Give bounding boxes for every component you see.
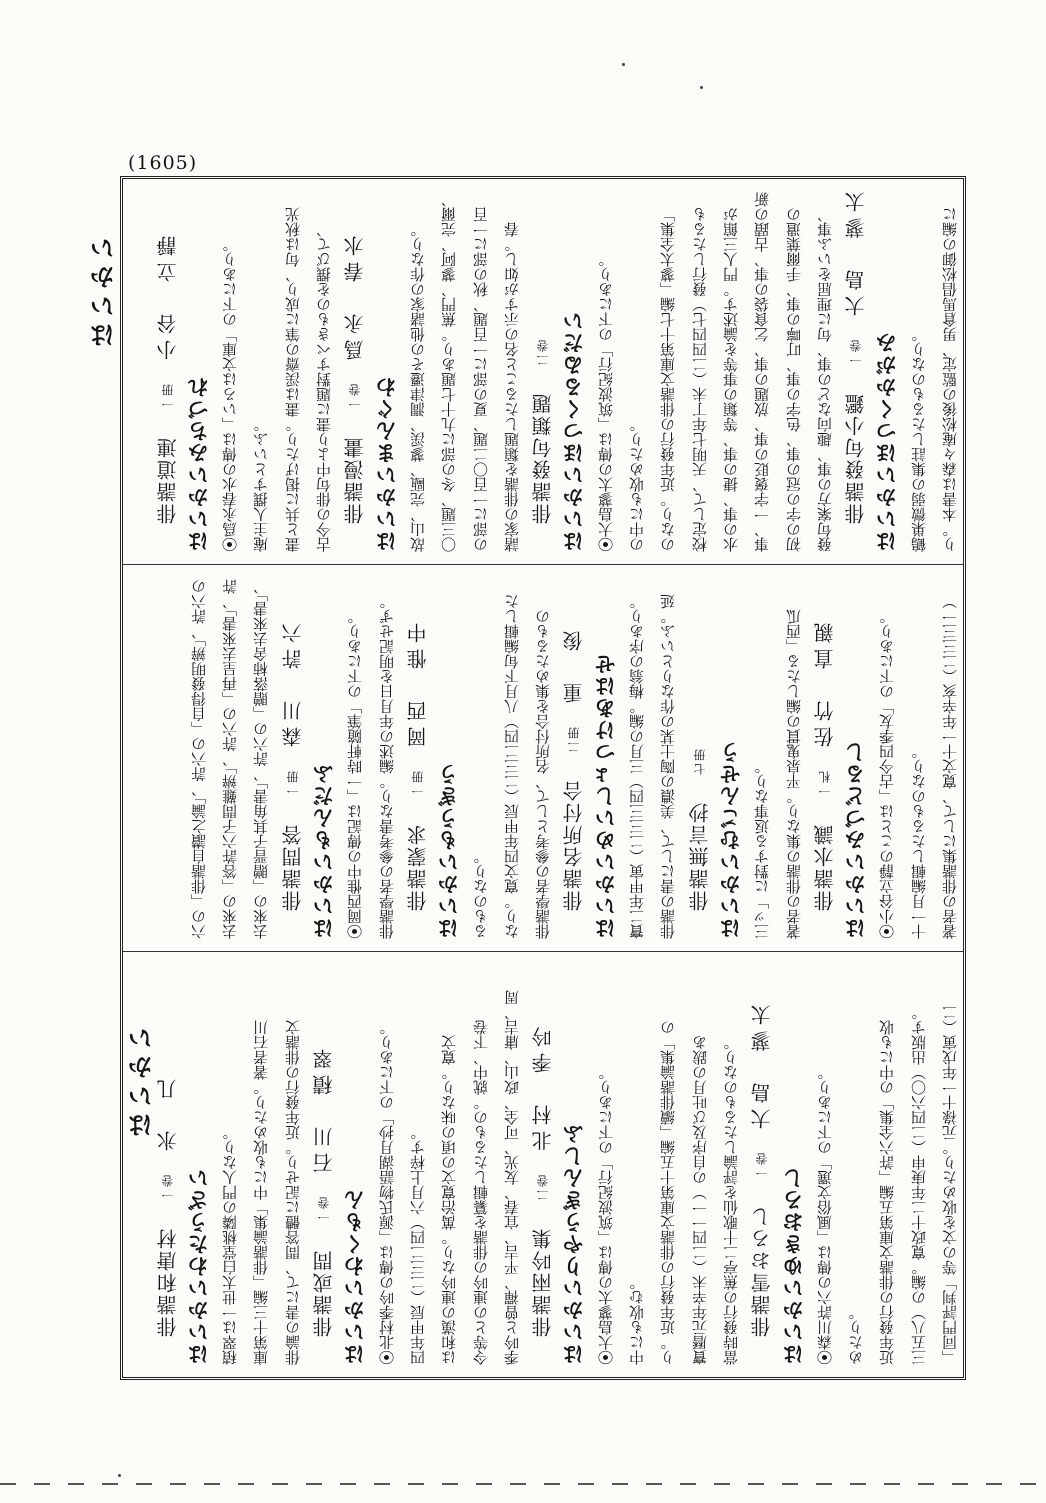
- entry-text-line: り。近年發行の俳諧文庫第十五編「續俳諧論集」の: [659, 1020, 678, 1365]
- entry-title: 俳諧名所付合: [562, 779, 587, 911]
- entry-title-line: [810, 565, 840, 951]
- entry-text-line: は和漢の連吟なり。萬治寛文の頃の味なり。寛文: [440, 1035, 459, 1365]
- entry-text-line: 畫と共に掲げたり。畫は渓齋の筆に成り、句は秋光: [283, 207, 302, 552]
- entry-text-line: 「同門評判」等の文を收めたり。元祿十一年戊寅（二: [941, 1005, 959, 1365]
- entry-text-line: 六の「俳諧自讃之論」、許六の「自得發明辨」、許六の: [189, 579, 208, 939]
- entry-author: 大島 蓼太: [750, 999, 775, 1129]
- volume-count: 一巻: [160, 1173, 175, 1201]
- entry-text-line: 寶二年甲寅（二三三四）三月の編。梅翁の序あり。: [628, 594, 646, 939]
- side-label-top: はいかい: [89, 232, 118, 348]
- entry-text-line: ⦿森川許六の傳は「風俗文選」の下にあり。: [815, 1064, 834, 1365]
- entry-text-line: 庵主人撰すといふ。: [252, 417, 271, 552]
- entry-text-line: 季吟と曾禪、平吉、宜春、友光、可全、政山、庸吉、周: [502, 990, 521, 1365]
- entry-band-bottom: [123, 951, 963, 1377]
- entry-heading: はいかいゆきおろし: [781, 1167, 806, 1365]
- entry-text-line: ⦿大島蓼太の傳は「筑波紀行」の下にあり。: [596, 251, 615, 552]
- entry-text-line: 事、一字褒貶の事、放題の事、乞食袋の事、古蹟の新: [753, 192, 772, 552]
- entry-title: 俳諧水識: [812, 823, 837, 911]
- scan-speck: [700, 86, 703, 89]
- entry-heading: はいかいほつくかがみ: [875, 332, 900, 552]
- entry-heading: はいかいりやうぎんしふ: [562, 1123, 587, 1365]
- entry-heading: はいかいわくもん: [343, 1189, 368, 1365]
- entry-title-line: [559, 565, 589, 951]
- entry-author: 森川 許六: [280, 617, 305, 747]
- entry-text-line: のなり。近年發行の俳諧文庫第十七編「蓼太全集」: [659, 207, 678, 552]
- entry-heading: はいかいもうぎう: [437, 763, 462, 939]
- entry-text-line: 令等との連吟の俳諧を纂輯したるもの。就中、下卷: [471, 1020, 490, 1365]
- entry-text-line: 俳諧の書にして、美濃の陶士某の作なりといふ。延: [659, 594, 678, 939]
- entry-text-line: 十一月編輯したるものなり。: [909, 744, 928, 939]
- entry-text-line: 故山、完甌、蓼渓、澗津遷その他諸家の作なり。: [408, 222, 427, 552]
- entry-heading: はいかいむごんせう: [718, 741, 743, 939]
- entry-title-line: [528, 179, 558, 564]
- entry-text-line: ⦿北村季吟の傳は「源氏物語湖月抄」の下にあり。: [377, 1019, 396, 1365]
- entry-text-line: 古今の俳句中より畫に題對すべきものを撰びて、: [315, 222, 333, 552]
- entry-author: 爲永 春水: [343, 230, 368, 360]
- entry-text-line: ⦿爲永春水の傳は「いろは文庫」の下にあり。: [221, 236, 240, 552]
- entry-text-line: 著者の俳諧集にして、寛文十一年辛亥（二三三一）: [941, 594, 959, 939]
- entry-text-line: 水の事、捷の事、等類の事等を論述す。門人三館が: [721, 207, 740, 552]
- entry-title: 俳諧問答: [280, 823, 305, 911]
- entry-text-line: ⦿岡西惟中の傳記は「一時軒隨筆」の下にあり。: [346, 608, 365, 939]
- entry-title-line: [153, 179, 183, 564]
- entry-heading: はいかいみちづれ: [186, 376, 211, 552]
- entry-author: 小谷 立靜: [155, 230, 180, 360]
- entry-text-line: 諸家の俳諧を類題したること名の示すが如し。春: [502, 222, 521, 552]
- entry-author: 石川 積翠: [312, 1043, 336, 1173]
- entry-title-line: [403, 565, 433, 951]
- volume-count: 二巻: [536, 338, 551, 366]
- entry-text-line: 庫第十三編「俳諧論集」中にも收めたり。著者石川: [252, 1020, 271, 1365]
- entry-title-line: [278, 565, 308, 951]
- volume-count: 七册: [692, 747, 707, 775]
- entry-text-line: ⦿小谷立靜のことは「古今四季友」の下にあり。: [878, 608, 897, 939]
- entry-band-middle: [123, 564, 963, 951]
- entry-text-line: 俳諧學者の參考として、名所付合を集めたるもの: [534, 609, 553, 939]
- entry-title: 俳諧漫畫: [343, 436, 368, 524]
- entry-author: 重 俊: [562, 625, 587, 703]
- entry-text-line: 發句案方の事、趣向などの事、句に理屈をいふ事、: [815, 207, 834, 552]
- entry-title-line: [309, 952, 339, 1377]
- entry-band-top: [123, 179, 963, 564]
- entry-text-line: り。本書は森々庵松後の監定、男倉馬倡松御の編に: [941, 207, 959, 552]
- entry-title: 俳諧蒙求: [405, 823, 430, 911]
- entry-text-line: なり。寛文四年甲辰（二三二四）八月下旬編輯した: [502, 594, 521, 939]
- volume-count: 一札: [817, 769, 832, 797]
- entry-author: 氷 几: [155, 1073, 180, 1151]
- entry-text-line: 中にも收む。: [628, 1275, 646, 1365]
- volume-count: 一巻: [755, 1151, 770, 1179]
- entry-heading: はいかいわたうざい: [186, 1167, 211, 1365]
- volume-count: 一巻: [849, 338, 864, 366]
- entry-title-line: [685, 565, 715, 951]
- volume-count: 一册: [410, 769, 425, 797]
- entry-text-line: の中にも收めたり。: [628, 417, 646, 552]
- entry-heading: はいかいみづどるし: [844, 741, 869, 939]
- entry-text-line: 積翠は一世太白堂桃隣の門人なり。: [221, 1125, 240, 1365]
- entry-author: 北村 季吟: [531, 1021, 556, 1151]
- entry-heading: はいかいめいしょつけあはせ: [593, 653, 618, 939]
- entry-title: 俳諧或問: [312, 1249, 336, 1337]
- dictionary-page-frame: [120, 176, 966, 1380]
- entry-text-line: 四年甲辰（二三二四）六月上梓す。: [408, 1125, 427, 1365]
- entry-title-line: [747, 952, 777, 1377]
- entry-title: 俳諧無言抄: [687, 801, 712, 911]
- entry-text-line: 鶴巣微弱の集註したるものなり。: [909, 327, 928, 552]
- entry-text-line: 俳論の書にて、問答體に記せり。近年發行の俳諧文: [283, 1020, 302, 1365]
- entry-author: 岡西 惟中: [405, 617, 430, 747]
- entry-text-line: 〇三題、冬の部に九十七題あり。蕉門、蓼阿、完爾、: [440, 192, 459, 552]
- entry-text-line: 當時發行の蕉亭二十歌仙を評論したるものなり。: [721, 1035, 740, 1365]
- volume-count: 二册: [567, 725, 582, 753]
- page-number: (1605): [128, 152, 198, 174]
- entry-heading: はいかいもんだふ: [312, 763, 336, 939]
- entry-text-line: 近年發行の俳諧文庫第五編「許六全集」の中にも收: [878, 1020, 897, 1365]
- entry-text-line: 初の字の冠の事、色字の事、叮嚀の事、手爾葉遣の: [784, 207, 803, 552]
- side-label-bottom: はいかい: [127, 1022, 156, 1138]
- page-bottom-rule: [0, 1483, 1046, 1485]
- volume-count: 一册: [285, 769, 300, 797]
- entry-title-line: [528, 952, 558, 1377]
- entry-text-line: ⦿大島蓼太の傳は「筑波紀行」の下にあり。: [596, 1064, 615, 1365]
- entry-title: 俳諧和唐材: [155, 1227, 180, 1337]
- entry-title: 俳諧發句類題: [531, 392, 556, 524]
- scan-speck: [622, 63, 625, 66]
- entry-title: 俳諧雪おろし: [750, 1205, 775, 1337]
- entry-author: 大島 蓼太: [844, 186, 869, 316]
- entry-title: 俳諧發句小鑑: [844, 392, 869, 524]
- entry-text-line: 俳諧學者の參考書なり。編述の年月日を明記せず。: [377, 594, 396, 939]
- entry-text-line: 著者の俳諧の集なり。平泉鬼貫の編したる「西瓜: [784, 609, 803, 939]
- entry-text-line: 去來の「贈晋子其角書」、許六の「贈落柿舍去來書」、: [252, 579, 271, 939]
- entry-heading: はいかいほつくるゐだい: [562, 310, 587, 552]
- entry-heading: はいかいまんぐわ: [374, 376, 399, 552]
- volume-count: 一册: [160, 382, 175, 410]
- entry-text-line: の部に一百〇二題、夏の部に一百題、秋の部に一百: [471, 207, 490, 552]
- entry-text-line: めたり。: [847, 1305, 866, 1365]
- volume-count: 一巻: [348, 382, 363, 410]
- entry-title-line: [340, 179, 370, 564]
- entry-text-line: 去來の「答許六子問難辨」、許六の「再呈去來書」、許: [221, 579, 240, 939]
- entry-text-line: 校定して、天明七年丁未（二四四七）發行したるも: [690, 207, 709, 552]
- entry-title: 俳諧兩吟集: [531, 1227, 556, 1337]
- entry-author: 佐竹 直親: [812, 617, 837, 747]
- entry-title-line: [841, 179, 871, 564]
- entry-text-line: 寶曆元年辛未（二四一一）の自序及び吐月の跋あ: [690, 1035, 709, 1365]
- entry-text-line: 三五八）の編。寛政十二年庚申（二四六〇）出版す。: [909, 1005, 928, 1365]
- volume-count: 一巻: [317, 1195, 331, 1223]
- scan-speck: [118, 1474, 121, 1477]
- entry-title: 俳諧道連: [155, 436, 180, 524]
- entry-text-line: るものなり。: [471, 849, 490, 939]
- entry-text-line: 三ッ」に對する返事なり。: [753, 759, 772, 939]
- volume-count: 二巻: [536, 1173, 551, 1201]
- entry-title-line: [153, 952, 183, 1377]
